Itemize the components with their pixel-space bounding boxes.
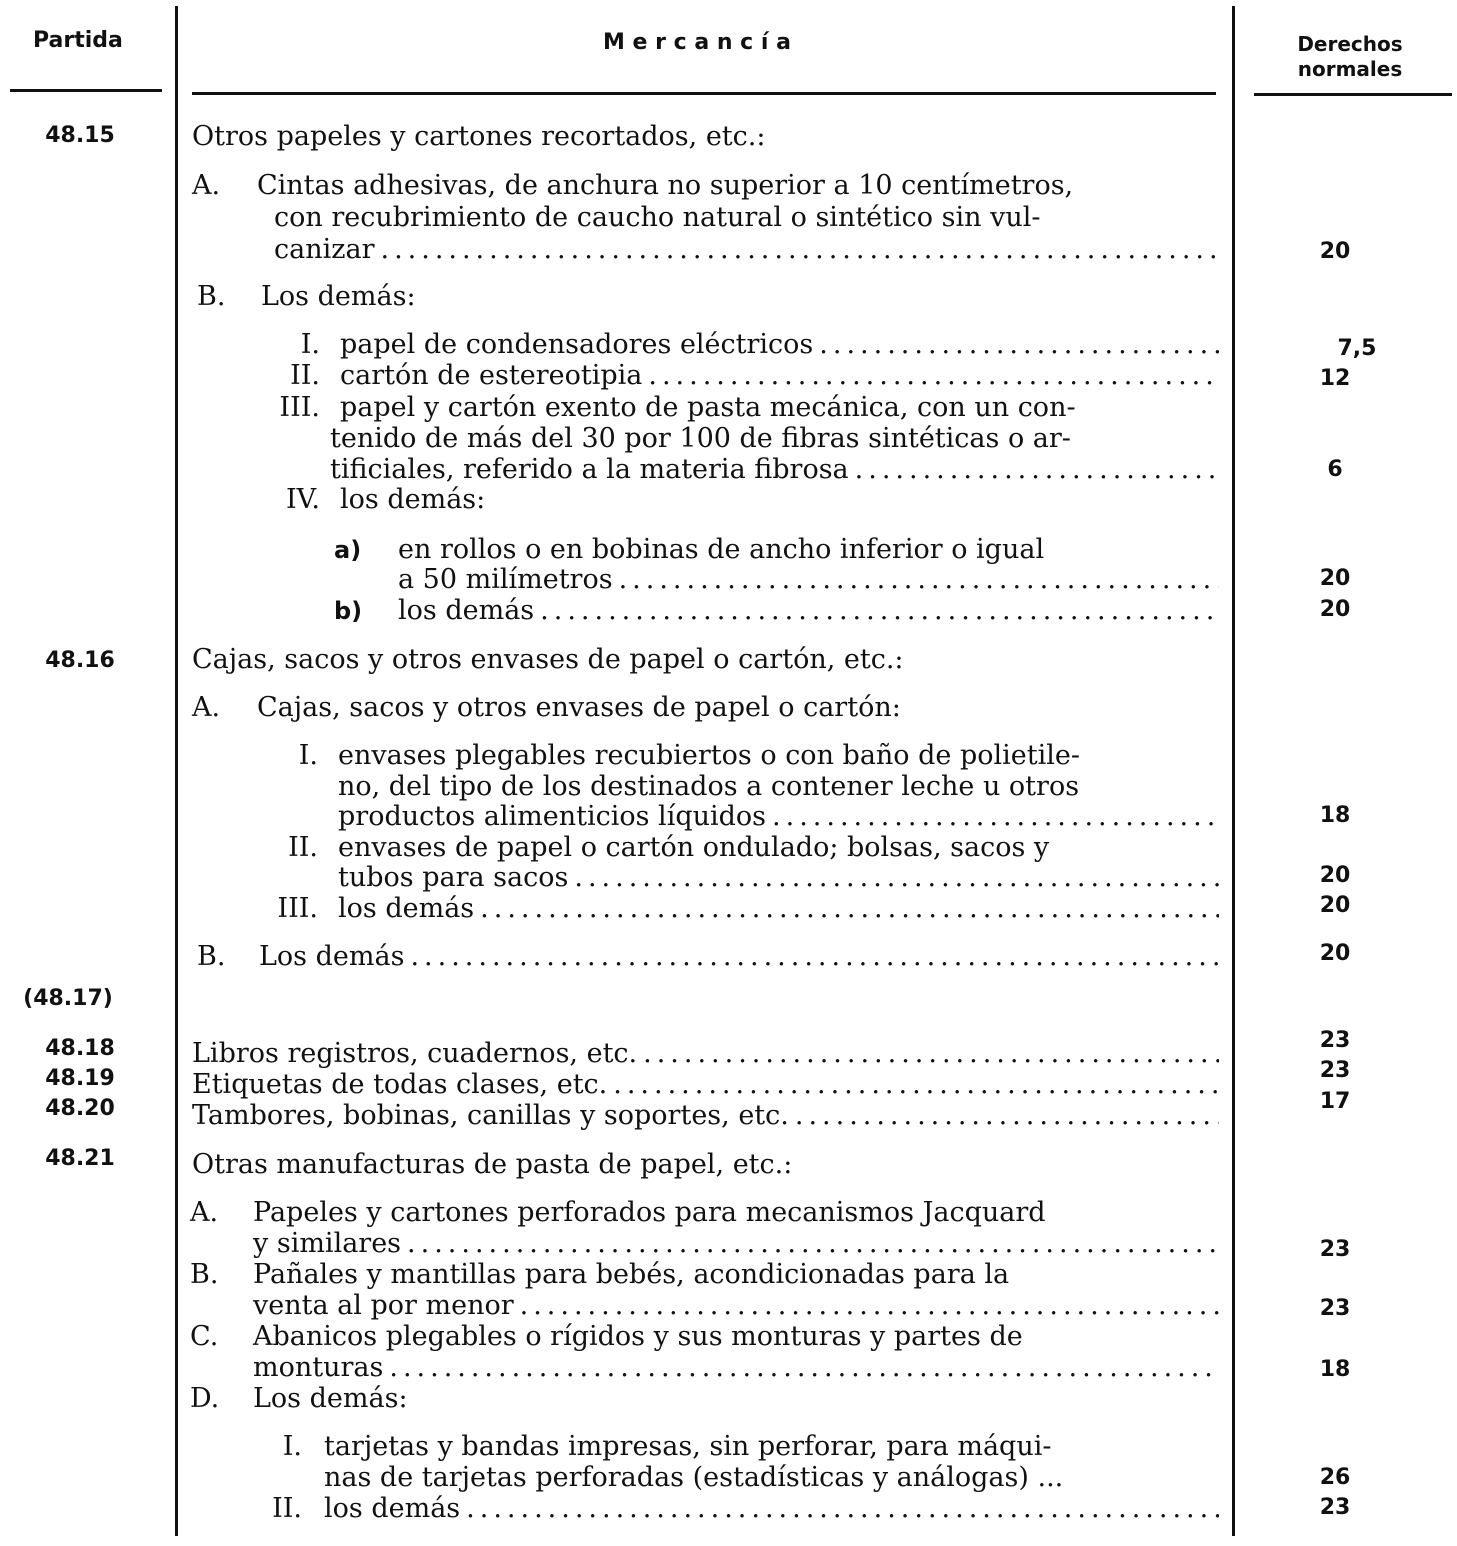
code-48-20: 48.20 (45, 1096, 115, 1121)
duty-value: 23 (1319, 1495, 1351, 1520)
code-48-16: 48.16 (45, 648, 115, 673)
column-divider-right (1232, 6, 1235, 1536)
item-text: Abanicos plegables o rígidos y sus monturas y partes de (253, 1321, 1023, 1352)
duty-value: 23 (1319, 1237, 1351, 1262)
item-label: III. (277, 893, 318, 924)
item-text-leader: Los demás ..... (259, 942, 1219, 972)
item-text-leader: tificiales, referido a la materia fibrosa ..... (330, 455, 1219, 485)
item-label: a) (334, 536, 362, 564)
duty-value: 20 (1319, 239, 1351, 264)
item-text: envases de papel o cartón ondulado; bolsas, sacos y (338, 832, 1050, 863)
header-rule-partida (10, 89, 162, 92)
duty-value: 23 (1319, 1028, 1351, 1053)
item-label: D. (190, 1383, 220, 1414)
duty-value: 23 (1319, 1296, 1351, 1321)
entry-48-15-title: Otros papeles y cartones recortados, etc.: (192, 121, 766, 152)
item-text-leader: a 50 milímetros ..... (398, 565, 1219, 595)
entry-48-21-title: Otras manufacturas de pasta de papel, etc.: (192, 1149, 793, 1180)
item-label: IV. (285, 484, 320, 515)
duty-value: 12 (1319, 366, 1351, 391)
duty-value: 6 (1327, 457, 1343, 482)
item-text-leader: papel de condensadores eléctricos ..... (340, 330, 1219, 360)
item-label: II. (288, 832, 318, 863)
item-text-leader: canizar ..... (274, 235, 1219, 265)
item-label: C. (190, 1321, 219, 1352)
header-derechos-line2: normales (1297, 57, 1403, 81)
duty-value: 20 (1319, 863, 1351, 888)
item-label: B. (197, 941, 226, 972)
item-text: tarjetas y bandas impresas, sin perforar, para máqui- (324, 1431, 1052, 1462)
item-text-leader: productos alimenticios líquidos ..... (338, 802, 1219, 832)
item-label: B. (197, 281, 226, 312)
entry-48-16-title: Cajas, sacos y otros envases de papel o cartón, etc.: (192, 644, 904, 675)
item-text: en rollos o en bobinas de ancho inferior o igual (398, 534, 1045, 565)
item-text-leader: tubos para sacos ..... (338, 863, 1219, 893)
item-text: los demás: (340, 484, 486, 515)
item-text: papel y cartón exento de pasta mecánica, con un con- (340, 392, 1076, 423)
item-text: tenido de más del 30 por 100 de fibras sintéticas o ar- (330, 423, 1071, 454)
item-text-leader: monturas ..... (253, 1353, 1219, 1383)
entry-48-19-text: Etiquetas de todas clases, etc. ..... (192, 1070, 1219, 1100)
item-label: I. (298, 740, 318, 771)
duty-value: 20 (1319, 941, 1351, 966)
item-text-leader: venta al por menor ..... (253, 1291, 1219, 1321)
item-label: III. (279, 392, 320, 423)
duty-value: 26 (1319, 1465, 1351, 1490)
duty-value: 18 (1319, 1357, 1351, 1382)
entry-48-20-text: Tambores, bobinas, canillas y soportes, etc. ..... (192, 1101, 1219, 1131)
duty-value: 7,5 (1337, 336, 1377, 361)
item-text-leader: los demás ..... (338, 894, 1219, 924)
duty-value: 18 (1319, 803, 1351, 828)
entry-48-18-text: Libros registros, cuadernos, etc. ..... (192, 1039, 1219, 1069)
item-label: II. (272, 1493, 302, 1524)
item-text: con recubrimiento de caucho natural o sintético sin vul- (274, 202, 1041, 233)
header-mercancia: M e r c a n c í a (603, 30, 791, 55)
code-48-18: 48.18 (45, 1036, 115, 1061)
header-derechos-line1: Derechos (1297, 32, 1403, 56)
item-text-leader: los demás ..... (398, 596, 1219, 626)
item-label: I. (300, 329, 320, 360)
code-48-17: (48.17) (23, 986, 113, 1011)
header-rule-derechos (1254, 93, 1452, 96)
item-text-leader: y similares ..... (253, 1229, 1219, 1259)
item-text: envases plegables recubiertos o con baño de polietile- (338, 740, 1080, 771)
item-text-leader: los demás ..... (324, 1494, 1219, 1524)
item-text: Cintas adhesivas, de anchura no superior a 10 centímetros, (257, 170, 1074, 201)
duty-value: 20 (1319, 566, 1351, 591)
item-text: Los demás: (253, 1383, 408, 1414)
header-rule-mercancia (192, 92, 1216, 95)
item-label: A. (190, 1197, 219, 1228)
code-48-19: 48.19 (45, 1066, 115, 1091)
duty-value: 20 (1319, 893, 1351, 918)
code-48-21: 48.21 (45, 1146, 115, 1171)
item-label: b) (334, 597, 363, 625)
item-label: A. (192, 692, 221, 723)
header-partida: Partida (33, 28, 123, 53)
item-label: A. (192, 170, 221, 201)
item-text: Pañales y mantillas para bebés, acondicionadas para la (253, 1259, 1010, 1290)
item-label: II. (290, 360, 320, 391)
column-divider-left (175, 6, 178, 1536)
item-text: Papeles y cartones perforados para mecanismos Jacquard (253, 1197, 1046, 1228)
item-label: B. (190, 1259, 219, 1290)
item-label: I. (282, 1431, 302, 1462)
code-48-15: 48.15 (45, 123, 115, 148)
item-text: nas de tarjetas perforadas (estadísticas y análogas) ... (324, 1462, 1064, 1493)
duty-value: 17 (1319, 1089, 1351, 1114)
item-text-leader: cartón de estereotipia ..... (340, 361, 1219, 391)
duty-value: 20 (1319, 597, 1351, 622)
header-derechos (1280, 32, 1420, 82)
item-text: Cajas, sacos y otros envases de papel o cartón: (257, 692, 901, 723)
duty-value: 23 (1319, 1058, 1351, 1083)
item-text: no, del tipo de los destinados a contener leche u otros (338, 771, 1080, 802)
item-text: Los demás: (261, 281, 416, 312)
